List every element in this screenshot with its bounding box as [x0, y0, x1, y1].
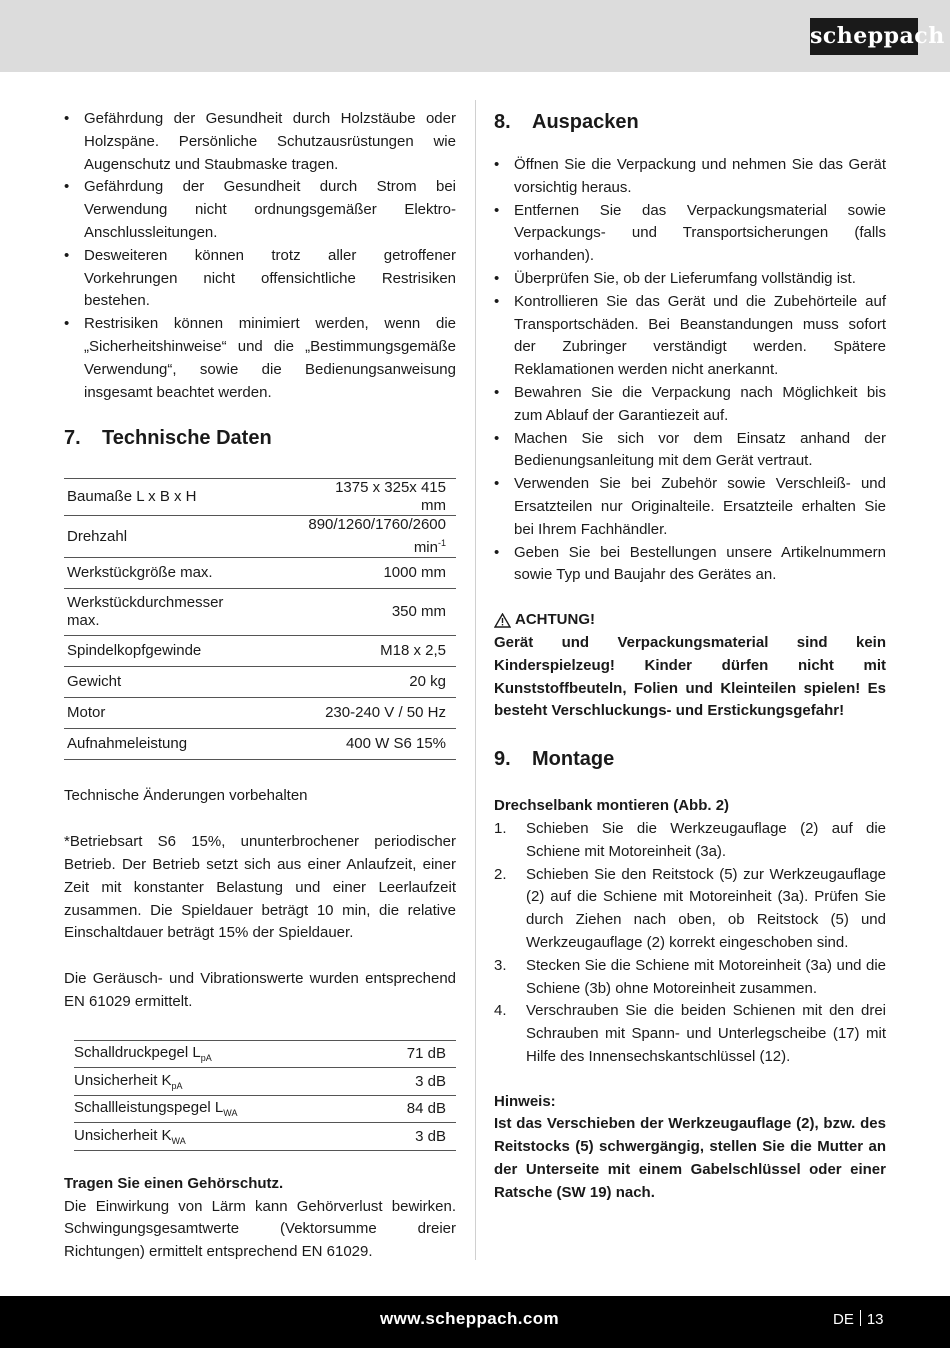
- noise-table: [74, 1040, 456, 1151]
- spec-value: M18 x 2,5: [304, 636, 456, 667]
- list-item: [494, 1000, 886, 1068]
- table-row: [64, 479, 456, 516]
- hint-text: Ist das Verschieben der Werkzeugauflage (2), bzw. des Reitstocks (5) schwergängig, stellen Sie die Mutter an der Unterseite mit einem Gabelschlüssel oder einer Ratsche (SW 19) nach.: [494, 1115, 886, 1201]
- table-row: [64, 558, 456, 589]
- right-column: [494, 108, 886, 1205]
- noise-label-text: Schalldruckpegel L: [74, 1044, 201, 1062]
- list-item: [494, 818, 886, 864]
- spec-value: 400 W S6 15%: [304, 729, 456, 760]
- website-link[interactable]: www.scheppach.com: [380, 1309, 560, 1328]
- spec-value: 1375 x 325x 415 mm: [304, 479, 456, 516]
- noise-label-sub: WA: [171, 1135, 186, 1146]
- section-title: Montage: [532, 747, 615, 770]
- noise-value: 3 dB: [372, 1068, 456, 1096]
- table-row: [74, 1095, 456, 1123]
- section-9-heading: [494, 745, 886, 773]
- section-7-heading: [64, 424, 456, 452]
- section-number: 8.: [494, 110, 511, 133]
- list-item: • Verwenden Sie bei Zubehör sowie Verschleiß- und Ersatzteilen nur Originalteile. Ersatzteile erhalten Sie bei Ihrem Fachhändler.: [494, 473, 886, 541]
- step-text: Verschrauben Sie die beiden Schienen mit den drei Schrauben mit Spann- und Unterlegscheibe (17) mit Hilfe des Innensechskantschlüssel (12).: [526, 1002, 886, 1065]
- list-item: • Restrisiken können minimiert werden, wenn die „Sicherheitshinweise“ und die „Bestimmungsgemäße Verwendung“, sowie die Bedienungsanweisung insgesamt beachtet werden.: [64, 313, 456, 404]
- noise-value: 84 dB: [372, 1095, 456, 1123]
- montage-steps: [494, 818, 886, 1069]
- warning-triangle-icon: [494, 613, 511, 628]
- list-item: • Gefährdung der Gesundheit durch Strom bei Verwendung nicht ordnungsgemäßer Elektro-Anschlussleitungen.: [64, 176, 456, 244]
- spec-label: Baumaße L x B x H: [64, 479, 304, 516]
- noise-label: [74, 1095, 372, 1123]
- risk-list: [64, 108, 456, 404]
- page-header: [0, 0, 950, 72]
- step-number: 1.: [494, 819, 507, 837]
- table-row: [64, 698, 456, 729]
- warning-heading-text: ACHTUNG!: [515, 611, 595, 629]
- list-item: • Kontrollieren Sie das Gerät und die Zubehörteile auf Transportschäden. Bei Beanstandungen muss sofort der Zubringer verständigt werden. Spätere Reklamationen werden nicht anerkannt.: [494, 291, 886, 382]
- warning-heading: [494, 609, 886, 632]
- list-item: • Entfernen Sie das Verpackungsmaterial sowie Verpackungs- und Transportsicherungen (falls vorhanden).: [494, 200, 886, 268]
- s6-note: *Betriebsart S6 15%, ununterbrochener periodischer Betrieb. Der Betrieb setzt sich aus einer Anlaufzeit, einer Zeit mit konstanter Belastung und einer Leerlaufzeit zusammen. Die Spieldauer beträgt 10 min, die relative Einschaltdauer beträgt 15% der Spieldauer.: [64, 833, 456, 942]
- table-row: [64, 589, 456, 636]
- spec-value: [304, 516, 456, 558]
- table-row: [64, 636, 456, 667]
- spec-label: Drehzahl: [64, 516, 304, 558]
- noise-note: Die Geräusch- und Vibrationswerte wurden entsprechend EN 61029 ermittelt.: [64, 970, 456, 1010]
- spec-value: 350 mm: [304, 589, 456, 636]
- page-footer: [0, 1296, 950, 1348]
- noise-label-sub: WA: [223, 1108, 238, 1119]
- noise-label-sub: pA: [200, 1053, 212, 1064]
- section-title: Technische Daten: [102, 426, 272, 449]
- spec-value: 1000 mm: [304, 558, 456, 589]
- table-row: [64, 516, 456, 558]
- spec-value: 230-240 V / 50 Hz: [304, 698, 456, 729]
- spec-label: Motor: [64, 698, 304, 729]
- noise-label-text: Unsicherheit K: [74, 1126, 172, 1144]
- tech-changes-note: Technische Änderungen vorbehalten: [64, 787, 308, 805]
- list-item: • Machen Sie sich vor dem Einsatz anhand der Bedienungsanleitung mit dem Gerät vertraut.: [494, 428, 886, 474]
- noise-value: 71 dB: [372, 1040, 456, 1068]
- noise-label-text: Unsicherheit K: [74, 1071, 172, 1089]
- spec-label: Aufnahmeleistung: [64, 729, 304, 760]
- spec-value: 20 kg: [304, 667, 456, 698]
- noise-label-sub: pA: [171, 1080, 183, 1091]
- list-item: • Überprüfen Sie, ob der Lieferumfang vollständig ist.: [494, 268, 886, 291]
- column-divider: [475, 100, 476, 1260]
- step-number: 2.: [494, 865, 507, 883]
- list-item: • Gefährdung der Gesundheit durch Holzstäube oder Holzspäne. Persönliche Schutzausrüstungen wie Augenschutz und Staubmaske tragen.: [64, 108, 456, 176]
- hint-heading: Hinweis:: [494, 1092, 556, 1110]
- list-item: • Bewahren Sie die Verpackung nach Möglichkeit bis zum Ablauf der Garantiezeit auf.: [494, 382, 886, 428]
- section-title: Auspacken: [532, 110, 639, 133]
- brand-logo: scheppach: [810, 18, 918, 55]
- list-item: • Öffnen Sie die Verpackung und nehmen Sie das Gerät vorsichtig heraus.: [494, 154, 886, 200]
- page-number: 13: [866, 1311, 884, 1328]
- table-row: [74, 1040, 456, 1068]
- montage-subheading: Drechselbank montieren (Abb. 2): [494, 797, 730, 815]
- step-number: 3.: [494, 956, 507, 974]
- page-separator: [860, 1310, 861, 1326]
- spec-label: Werkstückgröße max.: [64, 558, 304, 589]
- language-code: DE: [833, 1311, 854, 1328]
- section-number: 7.: [64, 426, 81, 449]
- technical-data-table: [64, 478, 456, 760]
- noise-label: [74, 1068, 372, 1096]
- list-item: • Geben Sie bei Bestellungen unsere Artikelnummern sowie Typ und Baujahr des Gerätes an.: [494, 542, 886, 588]
- spec-label: Spindelkopfgewinde: [64, 636, 304, 667]
- left-column: [64, 108, 456, 1264]
- noise-label-text: Schallleistungspegel L: [74, 1099, 224, 1117]
- noise-label: [74, 1123, 372, 1151]
- step-text: Schieben Sie die Werkzeugauflage (2) auf die Schiene mit Motoreinheit (3a).: [526, 819, 886, 860]
- list-item: [494, 955, 886, 1001]
- table-row: [74, 1123, 456, 1151]
- step-text: Schieben Sie den Reitstock (5) zur Werkzeugauflage (2) auf die Schiene mit Motoreinheit (3a). Prüfen Sie durch Ziehen nach oben, ob Reitstock (5) und Werkzeugauflage (2) korrekt eingeschoben sind.: [526, 865, 886, 951]
- unpacking-list: [494, 154, 886, 587]
- list-item: • Desweiteren können trotz aller getroffener Vorkehrungen nicht offensichtliche Restrisiken bestehen.: [64, 245, 456, 313]
- hearing-protection-text: Die Einwirkung von Lärm kann Gehörverlust bewirken. Schwingungsgesamtwerte (Vektorsumme dreier Richtungen) ermittelt entsprechend EN 61029.: [64, 1197, 456, 1261]
- spec-label: Gewicht: [64, 667, 304, 698]
- list-item: [494, 864, 886, 955]
- table-row: [64, 729, 456, 760]
- page-indicator: [833, 1310, 884, 1328]
- spec-value-text: 890/1260/1760/2600 min: [308, 516, 446, 557]
- noise-label: [74, 1040, 372, 1068]
- section-8-heading: [494, 108, 886, 136]
- noise-value: 3 dB: [372, 1123, 456, 1151]
- warning-text: Gerät und Verpackungsmaterial sind kein Kinderspielzeug! Kinder dürfen nicht mit Kunststoffbeuteln, Folien und Kleinteilen spielen! Es besteht Verschluckungs- und Erstickungsgefahr!: [494, 633, 886, 720]
- table-row: [64, 667, 456, 698]
- spec-label: Werkstückdurchmesser max.: [64, 589, 304, 636]
- hearing-protection-heading: Tragen Sie einen Gehörschutz.: [64, 1174, 284, 1192]
- spec-value-sup: -1: [437, 538, 446, 549]
- table-row: [74, 1068, 456, 1096]
- step-text: Stecken Sie die Schiene mit Motoreinheit (3a) und die Schiene (3b) ohne Motoreinheit zusammen.: [526, 956, 886, 997]
- step-number: 4.: [494, 1002, 507, 1020]
- section-number: 9.: [494, 747, 511, 770]
